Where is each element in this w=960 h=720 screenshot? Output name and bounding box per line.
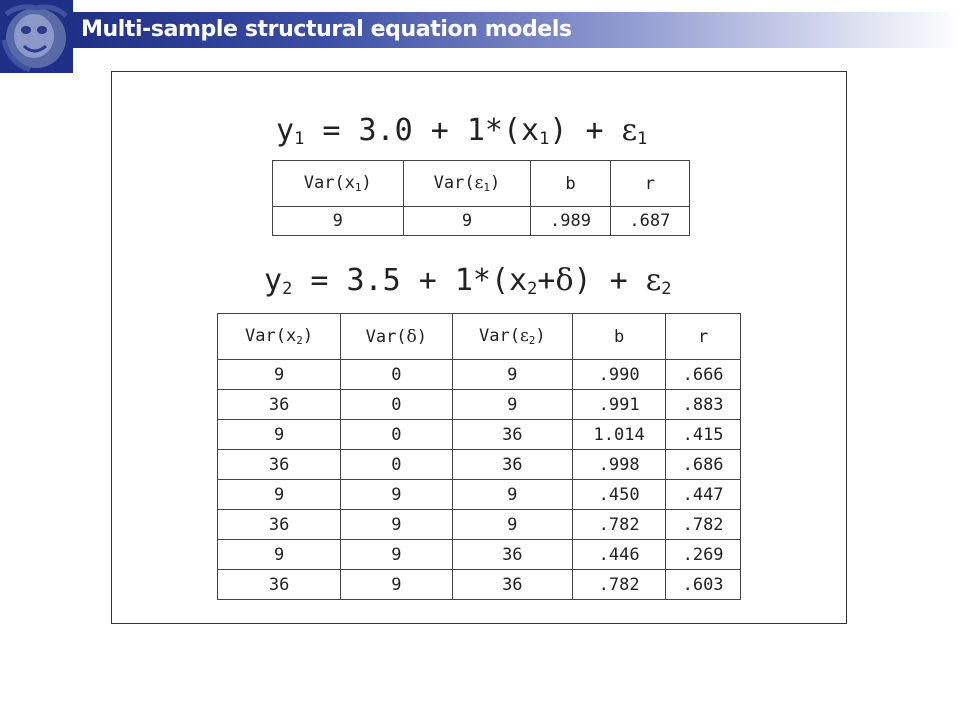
table-1 xyxy=(272,160,690,236)
table-cell: 0 xyxy=(341,450,452,480)
header-text: r xyxy=(697,326,709,347)
header-subscript: 2 xyxy=(296,334,303,347)
table-cell: 9 xyxy=(341,480,452,510)
eq1-y: y xyxy=(276,113,295,148)
table-row xyxy=(218,510,741,540)
table-2-header-row xyxy=(218,314,741,360)
slide-title: Multi-sample structural equation models xyxy=(81,17,572,42)
table-cell: .686 xyxy=(666,450,741,480)
header-text-end: ) xyxy=(490,173,501,193)
table-cell: 36 xyxy=(218,450,341,480)
table-cell: .998 xyxy=(573,450,666,480)
eq2-body-a: = 3.5 + 1*(x xyxy=(292,263,528,298)
eq1-eps-subscript: 1 xyxy=(637,129,648,149)
table-cell: 9 xyxy=(452,480,573,510)
table-cell: .687 xyxy=(610,207,689,236)
header-subscript: 1 xyxy=(483,181,491,194)
header-text: r xyxy=(644,173,655,194)
title-bar xyxy=(73,12,960,48)
header-text-end: ) xyxy=(416,326,428,347)
eq2-x-subscript: 2 xyxy=(527,279,538,299)
table-row xyxy=(218,390,741,420)
header-text: Var( xyxy=(433,173,475,193)
table-cell: .603 xyxy=(666,570,741,600)
eq1-body-a: = 3.0 + 1*(x xyxy=(304,113,540,148)
table-cell: 9 xyxy=(452,390,573,420)
eq2-eps-subscript: 2 xyxy=(661,279,672,299)
logo xyxy=(0,0,73,73)
eq2-delta: δ xyxy=(555,263,574,298)
table-cell: .782 xyxy=(666,510,741,540)
table-row xyxy=(218,540,741,570)
table-row xyxy=(218,480,741,510)
header-subscript: 2 xyxy=(528,334,536,347)
table-cell: 36 xyxy=(452,540,573,570)
table-cell: .447 xyxy=(666,480,741,510)
eq2-y-subscript: 2 xyxy=(282,279,293,299)
table-cell: 9 xyxy=(273,207,404,236)
header-greek-symbol: ε xyxy=(474,173,484,193)
header-text: Var(x xyxy=(245,326,297,346)
table-cell: 9 xyxy=(341,570,452,600)
table-cell: 9 xyxy=(341,510,452,540)
header-text: Var( xyxy=(478,326,520,346)
table-2-body xyxy=(218,360,741,600)
column-header xyxy=(452,314,573,360)
table-cell: .782 xyxy=(573,510,666,540)
eq1-epsilon: ε xyxy=(621,113,638,148)
table-cell: .782 xyxy=(573,570,666,600)
table-row xyxy=(218,420,741,450)
column-header xyxy=(666,314,741,360)
table-cell: 0 xyxy=(341,360,452,390)
column-header xyxy=(273,161,404,207)
content-frame xyxy=(111,71,847,624)
column-header xyxy=(341,314,452,360)
header-subscript: 1 xyxy=(354,181,362,194)
column-header xyxy=(573,314,666,360)
table-1-body xyxy=(273,207,690,236)
eq1-x-subscript: 1 xyxy=(539,129,550,149)
table-cell: 9 xyxy=(341,540,452,570)
header-text-end: ) xyxy=(361,173,372,193)
column-header xyxy=(403,161,531,207)
eq2-y: y xyxy=(264,263,283,298)
header-greek-symbol: δ xyxy=(406,326,417,347)
table-cell: .450 xyxy=(573,480,666,510)
eq2-plus: + xyxy=(537,263,556,298)
header-text: Var( xyxy=(365,326,407,347)
equation-2 xyxy=(264,263,672,299)
table-cell: 0 xyxy=(341,390,452,420)
table-cell: 36 xyxy=(218,510,341,540)
table-row xyxy=(218,450,741,480)
table-1-header-row xyxy=(273,161,690,207)
table-cell: .446 xyxy=(573,540,666,570)
header-text: b xyxy=(614,326,625,347)
header-text: Var(x xyxy=(303,173,355,193)
table-cell: 36 xyxy=(452,570,573,600)
header-text-end: ) xyxy=(535,326,546,346)
equation-1 xyxy=(276,113,648,149)
table-cell: .883 xyxy=(666,390,741,420)
eq2-body-b: ) + xyxy=(573,263,646,298)
table-cell: 36 xyxy=(452,450,573,480)
table-cell: 9 xyxy=(452,360,573,390)
table-cell: .269 xyxy=(666,540,741,570)
column-header xyxy=(531,161,610,207)
table-row xyxy=(273,207,690,236)
eq1-body-b: ) + xyxy=(549,113,622,148)
lion-logo-icon xyxy=(0,0,73,73)
table-cell: 36 xyxy=(452,420,573,450)
table-cell: 1.014 xyxy=(573,420,666,450)
table-cell: 9 xyxy=(218,360,341,390)
header-greek-symbol: ε xyxy=(519,326,529,346)
column-header xyxy=(610,161,689,207)
table-cell: .666 xyxy=(666,360,741,390)
table-cell: 0 xyxy=(341,420,452,450)
table-cell: .991 xyxy=(573,390,666,420)
table-row xyxy=(218,360,741,390)
table-cell: 9 xyxy=(218,420,341,450)
table-cell: .415 xyxy=(666,420,741,450)
table-cell: .990 xyxy=(573,360,666,390)
table-cell: 9 xyxy=(452,510,573,540)
table-row xyxy=(218,570,741,600)
header-text: b xyxy=(565,173,576,194)
table-cell: 36 xyxy=(218,570,341,600)
eq2-epsilon: ε xyxy=(645,263,662,298)
table-2 xyxy=(217,313,741,600)
table-cell: 9 xyxy=(218,540,341,570)
table-cell: 9 xyxy=(218,480,341,510)
table-cell: .989 xyxy=(531,207,610,236)
header-text-end: ) xyxy=(302,326,314,346)
eq1-y-subscript: 1 xyxy=(294,129,305,149)
column-header xyxy=(218,314,341,360)
table-cell: 36 xyxy=(218,390,341,420)
table-cell: 9 xyxy=(403,207,531,236)
